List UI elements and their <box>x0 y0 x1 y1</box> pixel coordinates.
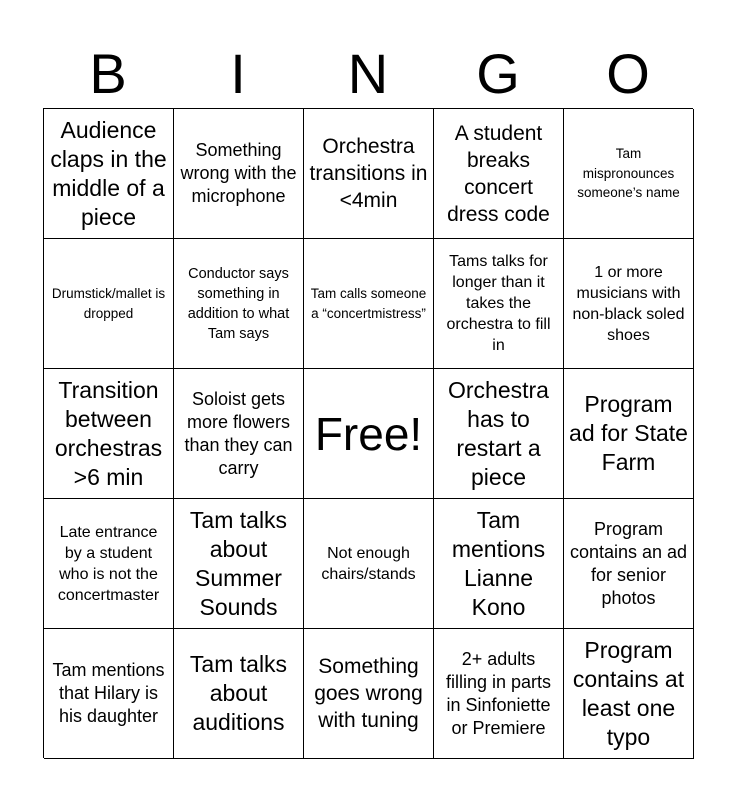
cell-text: Tam mispronounces someone’s name <box>577 146 680 201</box>
bingo-cell[interactable] <box>44 369 174 499</box>
bingo-cell[interactable] <box>304 109 434 239</box>
cell-text: A student breaks concert dress code <box>447 121 550 226</box>
bingo-cell[interactable] <box>304 499 434 629</box>
bingo-header <box>43 40 693 108</box>
cell-text: Something wrong with the microphone <box>180 140 297 206</box>
bingo-cell[interactable] <box>564 499 694 629</box>
cell-text: Program ad for State Farm <box>569 391 688 475</box>
bingo-cell[interactable] <box>174 109 304 239</box>
cell-text: Not enough chairs/stands <box>321 544 416 583</box>
cell-text: Tam calls someone a “concertmistress” <box>310 286 427 321</box>
cell-text: Tam mentions Lianne Kono <box>451 506 546 620</box>
cell-text: 1 or more musicians with non-black soled shoes <box>572 263 685 344</box>
bingo-cell[interactable] <box>44 499 174 629</box>
cell-text: Program contains an ad for senior photos <box>569 518 688 608</box>
cell-text: 2+ adults filling in parts in Sinfoniette or Premiere <box>445 648 552 738</box>
bingo-cell[interactable] <box>304 239 434 369</box>
cell-text: Transition between orchestras >6 min <box>54 376 163 490</box>
cell-text: Late entrance by a student who is not the concertmaster <box>57 523 160 604</box>
bingo-cell[interactable] <box>174 629 304 759</box>
cell-text: Audience claps in the middle of a piece <box>50 116 167 230</box>
free-space-text: Free! <box>314 407 423 460</box>
bingo-cell[interactable] <box>174 239 304 369</box>
bingo-cell[interactable] <box>564 629 694 759</box>
bingo-cell[interactable] <box>434 629 564 759</box>
header-letter-n: N <box>347 42 389 105</box>
header-letter-g: G <box>476 42 520 105</box>
bingo-grid <box>43 108 693 758</box>
cell-text: Tam mentions that Hilary is his daughter <box>52 660 165 726</box>
bingo-cell[interactable] <box>434 369 564 499</box>
bingo-cell[interactable] <box>44 109 174 239</box>
bingo-cell[interactable] <box>434 239 564 369</box>
bingo-cell[interactable] <box>564 369 694 499</box>
header-letter-i: I <box>230 42 246 105</box>
header-letter-o: O <box>606 42 650 105</box>
bingo-cell[interactable] <box>44 629 174 759</box>
cell-text: Something goes wrong with tuning <box>314 655 423 732</box>
cell-text: Tam talks about auditions <box>189 651 288 735</box>
cell-text: Tams talks for longer than it takes the orchestra to fill in <box>446 253 551 354</box>
cell-text: Program contains at least one typo <box>572 636 685 750</box>
bingo-cell[interactable] <box>564 239 694 369</box>
bingo-cell[interactable] <box>174 369 304 499</box>
bingo-cell[interactable] <box>174 499 304 629</box>
free-space-cell[interactable] <box>304 369 434 499</box>
bingo-cell[interactable] <box>564 109 694 239</box>
cell-text: Soloist gets more flowers than they can carry <box>184 388 293 478</box>
bingo-cell[interactable] <box>304 629 434 759</box>
bingo-cell[interactable] <box>434 499 564 629</box>
cell-text: Orchestra has to restart a piece <box>448 376 549 490</box>
header-letter-b: B <box>89 42 127 105</box>
cell-text: Orchestra transitions in <4min <box>309 135 428 212</box>
cell-text: Conductor says something in addition to what Tam says <box>187 265 290 342</box>
cell-text: Drumstick/mallet is dropped <box>51 286 166 321</box>
cell-text: Tam talks about Summer Sounds <box>189 506 288 620</box>
bingo-cell[interactable] <box>44 239 174 369</box>
bingo-cell[interactable] <box>434 109 564 239</box>
